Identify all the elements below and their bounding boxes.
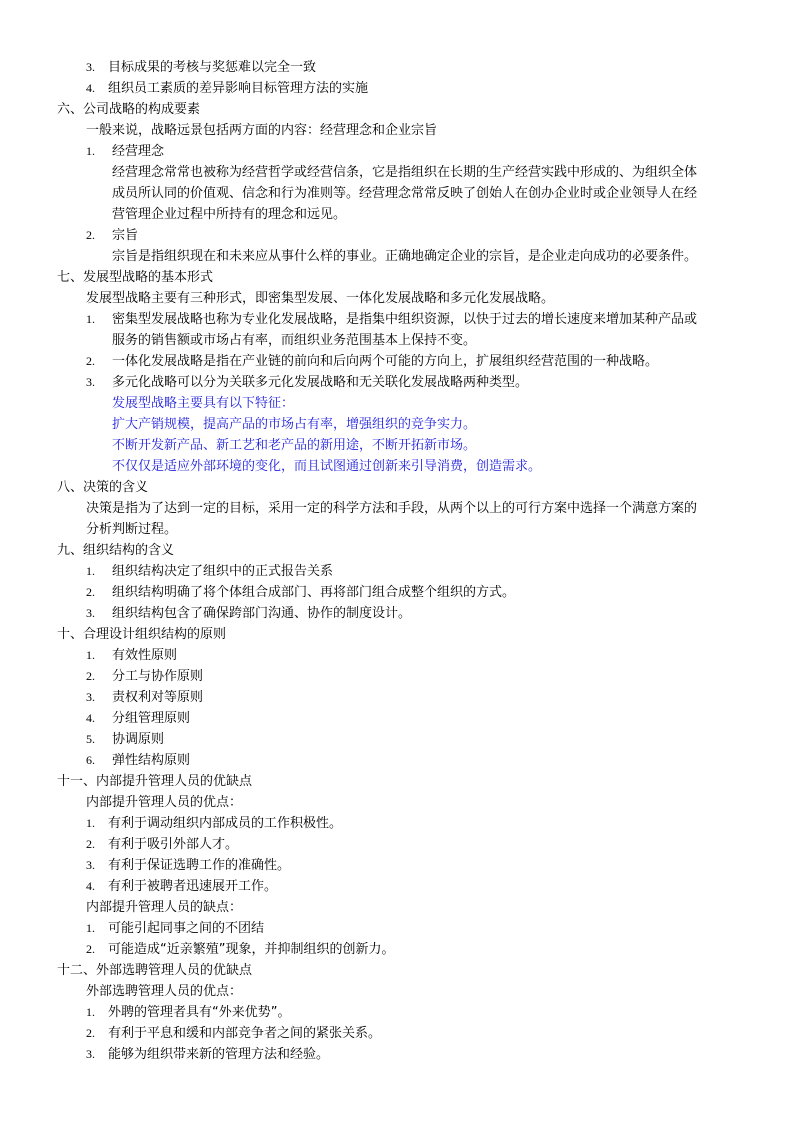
list-number: 1.: [86, 564, 95, 578]
list-number: 3.: [86, 690, 95, 704]
section-heading: 十、合理设计组织结构的原则: [57, 627, 227, 642]
highlight-line: 发展型战略主要具有以下特征：: [112, 396, 295, 411]
paragraph: 发展型战略主要有三种形式，即密集型发展、一体化发展战略和多元化发展战略。: [86, 291, 555, 306]
list-item: 有利于吸引外部人才。: [108, 837, 239, 852]
list-number: 2.: [86, 354, 95, 368]
list-item: 责权利对等原则: [112, 690, 204, 705]
list-number: 1.: [86, 1005, 95, 1019]
paragraph-line: 经营理念常常也被称为经营哲学或经营信条，它是指组织在长期的生产经营实践中形成的、为组织全体: [112, 165, 698, 180]
list-item: 有利于被聘者迅速展开工作。: [108, 879, 278, 894]
list-number: 2.: [86, 1026, 95, 1040]
list-item: 能够为组织带来新的管理方法和经验。: [108, 1047, 330, 1062]
list-number: 4.: [86, 81, 95, 95]
list-number: 2.: [86, 942, 95, 956]
list-item: 一体化发展战略是指在产业链的前向和后向两个可能的方向上，扩展组织经营范围的一种战略。: [112, 354, 659, 369]
list-number: 3.: [86, 60, 95, 74]
list-item: 可能造成“近亲繁殖”现象，并抑制组织的创新力。: [108, 942, 395, 957]
list-item: 协调原则: [112, 732, 165, 747]
list-item: 目标成果的考核与奖惩难以完全一致: [108, 60, 317, 75]
paragraph-line: 决策是指为了达到一定的目标，采用一定的科学方法和手段，从两个以上的可行方案中选择一个满意方案的: [86, 501, 698, 516]
list-item: 经营理念: [112, 144, 165, 159]
list-item: 分工与协作原则: [112, 669, 204, 684]
paragraph-line: 营管理企业过程中所持有的理念和远见。: [112, 207, 347, 222]
list-number: 2.: [86, 669, 95, 683]
list-item: 外聘的管理者具有“外来优势”。: [108, 1005, 291, 1020]
list-item: 密集型发展战略也称为专业化发展战略，是指集中组织资源，以快于过去的增长速度来增加某种产品或: [112, 312, 698, 327]
list-item: 弹性结构原则: [112, 753, 191, 768]
list-item: 宗旨: [112, 228, 139, 243]
paragraph-line: 服务的销售额或市场占有率，而组织业务范围基本上保持不变。: [112, 333, 477, 348]
highlight-line: 扩大产销规模，提高产品的市场占有率，增强组织的竞争实力。: [112, 417, 477, 432]
section-heading: 八、决策的含义: [57, 480, 149, 495]
list-number: 1.: [86, 312, 95, 326]
highlight-line: 不断开发新产品、新工艺和老产品的新用途，不断开拓新市场。: [112, 438, 477, 453]
paragraph: 一般来说，战略远景包括两方面的内容：经营理念和企业宗旨: [86, 123, 438, 138]
list-number: 4.: [86, 711, 95, 725]
paragraph-line: 成员所认同的价值观、信念和行为准则等。经营理念常常反映了创始人在创办企业时或企业领导人在经: [112, 186, 698, 201]
section-heading: 十二、外部选聘管理人员的优缺点: [57, 963, 253, 978]
list-number: 1.: [86, 816, 95, 830]
list-item: 可能引起同事之间的不团结: [108, 921, 265, 936]
highlight-line: 不仅仅是适应外部环境的变化，而且试图通过创新来引导消费，创造需求。: [112, 459, 542, 474]
paragraph: 外部选聘管理人员的优点：: [86, 984, 243, 999]
paragraph-line: 分析判断过程。: [86, 522, 178, 537]
section-heading: 十一、内部提升管理人员的优缺点: [57, 774, 253, 789]
list-number: 2.: [86, 585, 95, 599]
paragraph: 内部提升管理人员的缺点：: [86, 900, 243, 915]
list-number: 6.: [86, 753, 95, 767]
list-number: 5.: [86, 732, 95, 746]
list-number: 1.: [86, 144, 95, 158]
list-item: 有利于调动组织内部成员的工作积极性。: [108, 816, 343, 831]
list-item: 分组管理原则: [112, 711, 191, 726]
section-heading: 七、发展型战略的基本形式: [57, 270, 214, 285]
list-item: 组织结构包含了确保跨部门沟通、协作的制度设计。: [112, 606, 412, 621]
list-number: 3.: [86, 858, 95, 872]
list-item: 有效性原则: [112, 648, 178, 663]
list-item: 组织员工素质的差异影响目标管理方法的实施: [108, 81, 369, 96]
list-number: 3.: [86, 606, 95, 620]
list-number: 2.: [86, 837, 95, 851]
section-heading: 九、组织结构的含义: [57, 543, 175, 558]
list-item: 组织结构决定了组织中的正式报告关系: [112, 564, 334, 579]
list-item: 多元化战略可以分为关联多元化发展战略和无关联化发展战略两种类型。: [112, 375, 529, 390]
list-number: 1.: [86, 648, 95, 662]
list-number: 3.: [86, 375, 95, 389]
list-item: 组织结构明确了将个体组合成部门、再将部门组合成整个组织的方式。: [112, 585, 516, 600]
paragraph-line: 宗旨是指组织现在和未来应从事什么样的事业。正确地确定企业的宗旨，是企业走向成功的必要条件。: [112, 249, 698, 264]
list-number: 2.: [86, 228, 95, 242]
list-number: 4.: [86, 879, 95, 893]
list-number: 3.: [86, 1047, 95, 1061]
list-item: 有利于平息和缓和内部竞争者之间的紧张关系。: [108, 1026, 382, 1041]
list-number: 1.: [86, 921, 95, 935]
paragraph: 内部提升管理人员的优点：: [86, 795, 243, 810]
list-item: 有利于保证选聘工作的准确性。: [108, 858, 291, 873]
section-heading: 六、公司战略的构成要素: [57, 102, 201, 117]
